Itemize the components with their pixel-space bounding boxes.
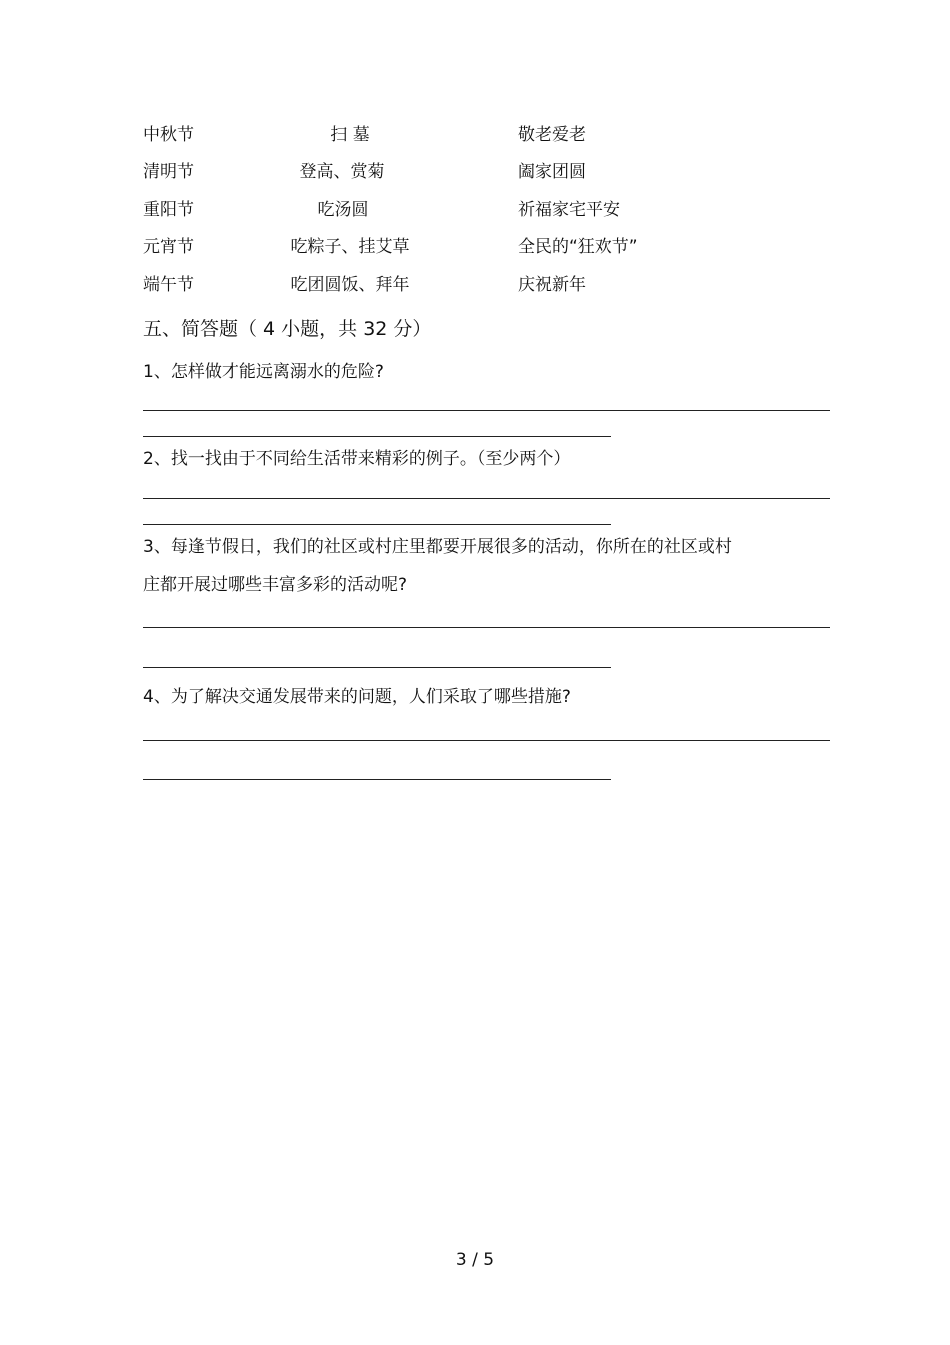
festival-cell: 元宵节 [143, 237, 194, 257]
page-number: 3 / 5 [455, 1250, 495, 1270]
meaning-cell: 阖家团圆 [518, 162, 586, 182]
custom-cell: 登高、赏菊 [299, 162, 385, 182]
custom-cell: 吃团圆饭、拜年 [290, 275, 410, 295]
meaning-cell: 祈福家宅平安 [518, 200, 620, 220]
section-heading: 五、简答题（ 4 小题，共 32 分） [143, 318, 432, 340]
custom-cell: 吃粽子、挂艾草 [290, 237, 410, 257]
question-3-line-2: 庄都开展过哪些丰富多彩的活动呢? [143, 575, 408, 595]
answer-line[interactable] [143, 498, 830, 499]
festival-cell: 清明节 [143, 162, 194, 182]
answer-line[interactable] [143, 627, 830, 628]
meaning-cell: 敬老爱老 [518, 125, 586, 145]
question-3-line-1: 3、每逢节假日，我们的社区或村庄里都要开展很多的活动，你所在的社区或村 [143, 537, 732, 557]
festival-cell: 端午节 [143, 275, 194, 295]
question-4: 4、为了解决交通发展带来的问题，人们采取了哪些措施? [143, 687, 571, 707]
custom-cell: 吃汤圆 [317, 200, 369, 220]
meaning-cell: 庆祝新年 [518, 275, 586, 295]
answer-line[interactable] [143, 524, 611, 525]
answer-line[interactable] [143, 410, 830, 411]
festival-cell: 中秋节 [143, 125, 194, 145]
answer-line[interactable] [143, 667, 611, 668]
answer-line[interactable] [143, 436, 611, 437]
festival-cell: 重阳节 [143, 200, 194, 220]
question-2: 2、找一找由于不同给生活带来精彩的例子。（至少两个） [143, 449, 571, 469]
meaning-cell: 全民的“狂欢节” [518, 237, 638, 257]
answer-line[interactable] [143, 779, 611, 780]
answer-line[interactable] [143, 740, 830, 741]
custom-cell: 扫 墓 [330, 125, 370, 145]
question-1: 1、怎样做才能远离溺水的危险? [143, 362, 384, 382]
